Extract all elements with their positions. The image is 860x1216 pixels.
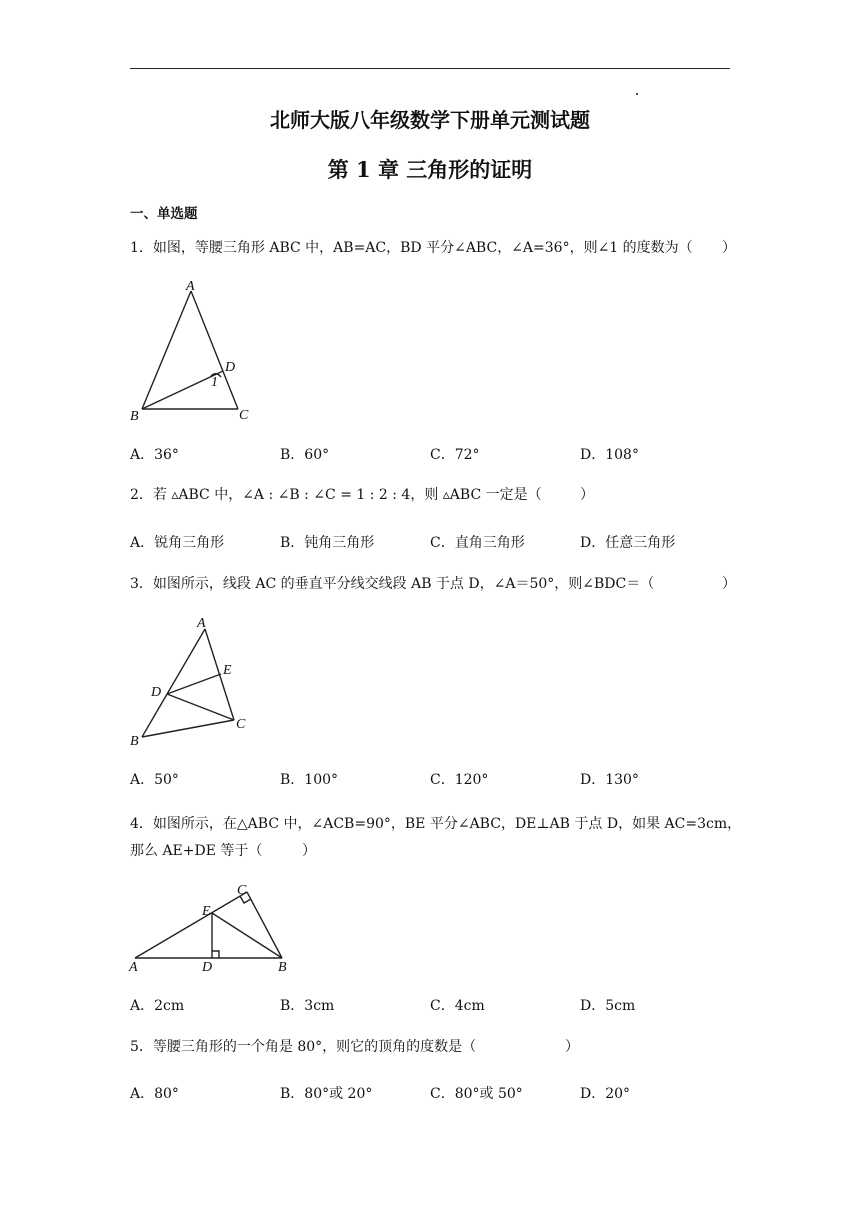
q3-segment-dc	[167, 694, 234, 720]
question-2-text: 2．若 ▵ABC 中，∠A : ∠B : ∠C = 1 : 2 : 4，则 ▵ABC 一定是（	[130, 487, 542, 503]
question-4-close: ）	[302, 843, 316, 859]
question-1-close: ）	[722, 240, 736, 256]
q5-option-d[interactable]: D．20°	[580, 1086, 631, 1102]
question-3	[130, 571, 740, 598]
q4-side-cb	[247, 892, 282, 958]
question-5-text: 5．等腰三角形的一个角是 80°，则它的顶角的度数是（	[130, 1039, 477, 1055]
q1-label-a: A	[186, 279, 195, 294]
q5-option-a[interactable]: A．80°	[130, 1086, 179, 1102]
question-4-text: 4．如图所示，在△ABC 中，∠ACB=90°，BE 平分∠ABC，DE⊥AB 于点 D，如果 AC=3cm，	[130, 816, 742, 832]
section-heading: 一、单选题	[130, 206, 198, 222]
q1-side-ac	[191, 291, 238, 409]
q4-option-b[interactable]: B．3cm	[280, 998, 335, 1014]
q4-option-a[interactable]: A．2cm	[130, 998, 185, 1014]
q5-option-b[interactable]: B．80°或 20°	[280, 1086, 373, 1102]
q1-label-d: D	[225, 360, 236, 375]
q3-option-c[interactable]: C．120°	[430, 772, 489, 788]
q4-label-c: C	[237, 883, 247, 898]
q3-label-d: D	[151, 685, 162, 700]
question-3-options	[130, 769, 730, 789]
q1-option-b[interactable]: B．60°	[280, 447, 330, 463]
q2-option-a[interactable]: A．锐角三角形	[130, 535, 225, 551]
q2-option-b[interactable]: B．钝角三角形	[280, 535, 375, 551]
q1-option-a[interactable]: A．36°	[130, 447, 179, 463]
q4-right-angle-d	[212, 951, 219, 958]
q1-label-b: B	[130, 409, 139, 424]
q3-label-a: A	[197, 616, 206, 631]
question-1	[130, 235, 740, 262]
question-4-options	[130, 995, 730, 1015]
question-4-figure	[125, 880, 305, 975]
header-rule	[130, 68, 730, 69]
q4-option-c[interactable]: C．4cm	[430, 998, 485, 1014]
question-4-line-2	[130, 838, 740, 865]
q4-label-b: B	[278, 960, 287, 975]
question-1-text: 1．如图，等腰三角形 ABC 中，AB=AC，BD 平分∠ABC，∠A=36°，则∠1 的度数为（	[130, 240, 693, 256]
chapter-title: 第 1 章 三角形的证明	[327, 157, 533, 182]
q2-option-c[interactable]: C．直角三角形	[430, 535, 525, 551]
question-1-figure	[125, 278, 265, 428]
q3-side-bc	[142, 720, 234, 737]
question-3-text: 3．如图所示，线段 AC 的垂直平分线交线段 AB 于点 D，∠A＝50°，则∠BDC＝（	[130, 576, 655, 592]
q1-side-ab	[142, 291, 191, 409]
question-4	[130, 811, 740, 838]
question-3-close: ）	[722, 576, 736, 592]
document-title: 北师大版八年级数学下册单元测试题	[270, 108, 590, 132]
q5-option-c[interactable]: C．80°或 50°	[430, 1086, 523, 1102]
question-2-close: ）	[580, 487, 594, 503]
q3-label-b: B	[130, 734, 139, 749]
q3-option-a[interactable]: A．50°	[130, 772, 179, 788]
q4-label-e: E	[202, 904, 211, 919]
question-5	[130, 1034, 740, 1061]
q4-label-d: D	[202, 960, 213, 975]
q3-segment-de	[167, 674, 221, 694]
question-3-figure	[125, 612, 265, 752]
question-2-options	[130, 532, 730, 552]
question-4-text-line-2: 那么 AE+DE 等于（	[130, 843, 263, 859]
q4-label-a: A	[129, 960, 138, 975]
question-5-close: ）	[565, 1039, 579, 1055]
question-1-options	[130, 444, 730, 464]
question-5-options	[130, 1083, 730, 1103]
q3-option-d[interactable]: D．130°	[580, 772, 639, 788]
q1-option-d[interactable]: D．108°	[580, 447, 639, 463]
question-2	[130, 482, 740, 509]
q1-label-angle-1: 1	[211, 375, 218, 390]
q1-option-c[interactable]: C．72°	[430, 447, 480, 463]
q2-option-d[interactable]: D．任意三角形	[580, 535, 676, 551]
q3-label-e: E	[223, 663, 232, 678]
q3-option-b[interactable]: B．100°	[280, 772, 339, 788]
q3-label-c: C	[236, 717, 246, 732]
q1-label-c: C	[239, 408, 249, 423]
header-dot	[636, 93, 638, 95]
q4-segment-eb	[212, 913, 282, 958]
q4-option-d[interactable]: D．5cm	[580, 998, 636, 1014]
